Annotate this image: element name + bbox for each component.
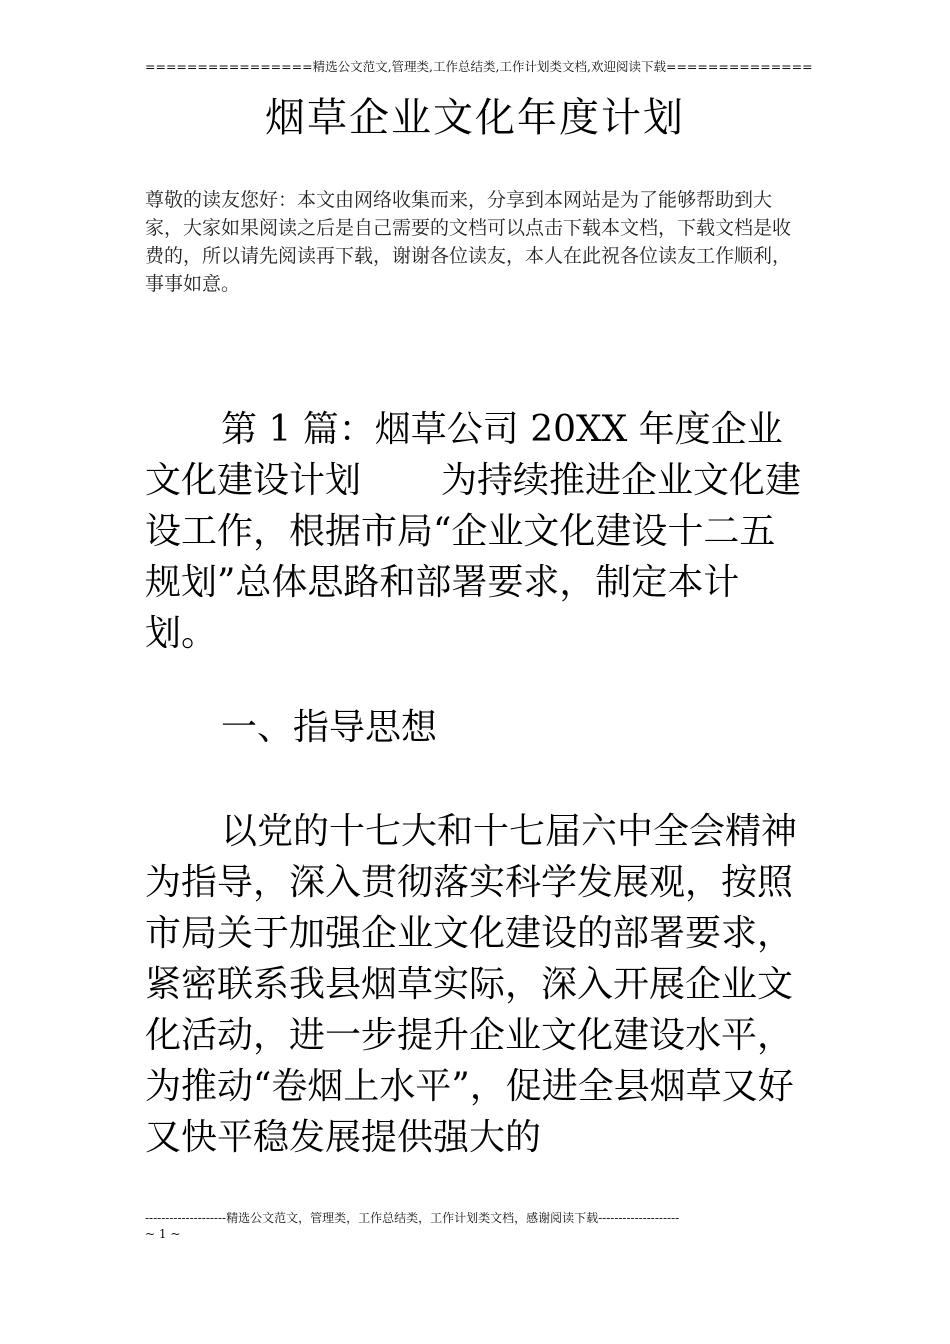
reader-notice: 尊敬的读友您好：本文由网络收集而来，分享到本网站是为了能够帮助到大家，大家如果阅读之后是自己需要的文档可以点击下载本文档，下载文档是收费的，所以请先阅读再下载，谢谢各位读友，本人在此祝各位读友工作顺利，事事如意。: [145, 189, 792, 295]
section-heading-guiding-ideology: 一、指导思想: [221, 707, 438, 748]
chapter-one-paragraph: [145, 404, 810, 659]
header-banner: ================精选公文范文,管理类,工作总结类,工作计划类文档,欢迎阅读下载==============: [145, 59, 813, 74]
section-body-guiding-ideology: 以党的十七大和十七届六中全会精神为指导，深入贯彻落实科学发展观，按照市局关于加强企业文化建设的部署要求，紧密联系我县烟草实际，深入开展企业文化活动，进一步提升企业文化建设水平，为推动“卷烟上水平”，促进全县烟草又好又快平稳发展提供强大的: [145, 811, 798, 1158]
page-number: ~ 1 ~: [145, 1227, 181, 1241]
chapter-one-heading: 第 1 篇：烟草公司 20XX 年度企业文化建设计划: [145, 409, 783, 501]
footer-banner: --------------------精选公文范文，管理类，工作总结类，工作计划类文档，感谢阅读下载--------------------: [145, 1211, 680, 1225]
chapter-one-body: 为持续推进企业文化建设工作，根据市局“企业文化建设十二五规划”总体思路和部署要求，制定本计划。: [145, 460, 802, 654]
document-title: 烟草企业文化年度计划: [265, 95, 685, 141]
